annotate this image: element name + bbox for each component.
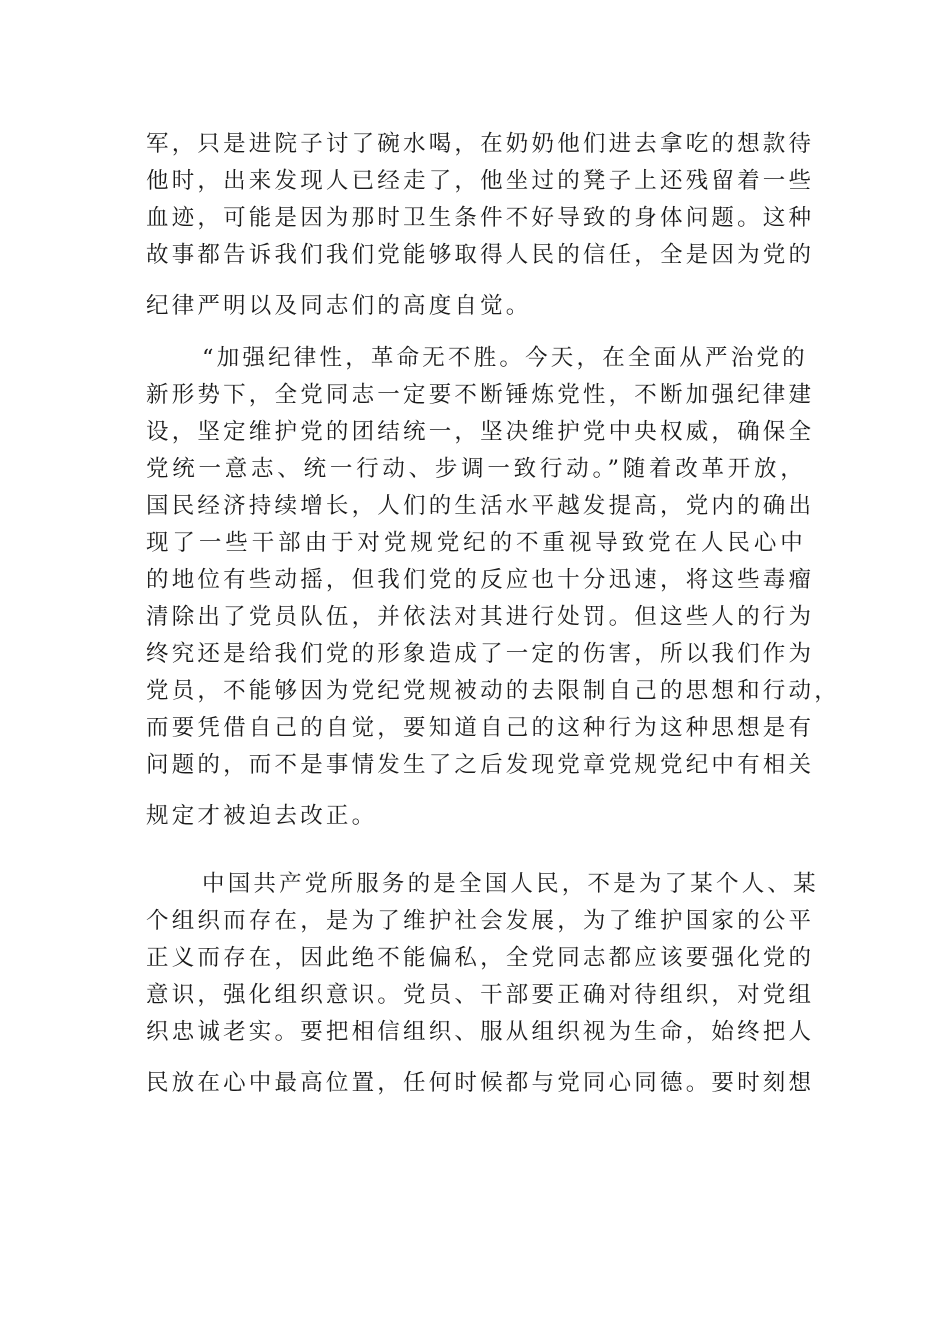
text-line: 个组织而存在，是为了维护社会发展，为了维护国家的公平	[146, 908, 815, 934]
text-line: 他时，出来发现人已经走了，他坐过的凳子上还残留着一些	[146, 168, 815, 194]
text-line: 党员，不能够因为党纪党规被动的去限制自己的思想和行动，	[146, 678, 840, 704]
text-line: “加强纪律性，革命无不胜。今天，在全面从严治党的	[202, 345, 808, 371]
text-line: 问题的，而不是事情发生了之后发现党章党规党纪中有相关	[146, 752, 815, 778]
text-line: 新形势下，全党同志一定要不断锤炼党性，不断加强纪律建	[146, 382, 815, 408]
text-line: 党统一意志、统一行动、步调一致行动。”随着改革开放，	[146, 456, 806, 482]
text-line: 军，只是进院子讨了碗水喝，在奶奶他们进去拿吃的想款待	[146, 131, 815, 157]
text-line: 终究还是给我们党的形象造成了一定的伤害，所以我们作为	[146, 641, 815, 667]
text-line: 规定才被迫去改正。	[146, 803, 378, 829]
text-line: 民放在心中最高位置，任何时候都与党同心同德。要时刻想	[146, 1070, 815, 1096]
text-line: 纪律严明以及同志们的高度自觉。	[146, 293, 532, 319]
paragraph-1	[146, 126, 815, 325]
paragraph-2	[146, 340, 840, 835]
text-line: 中国共产党所服务的是全国人民，不是为了某个人、某	[202, 871, 819, 897]
text-line: 设，坚定维护党的团结统一，坚决维护党中央权威，确保全	[146, 419, 815, 445]
text-line: 清除出了党员队伍，并依法对其进行处罚。但这些人的行为	[146, 604, 815, 630]
text-line: 意识，强化组织意识。党员、干部要正确对待组织，对党组	[146, 982, 815, 1008]
text-line: 现了一些干部由于对党规党纪的不重视导致党在人民心中	[146, 530, 806, 556]
text-line: 故事都告诉我们我们党能够取得人民的信任，全是因为党的	[146, 242, 815, 268]
text-line: 的地位有些动摇，但我们党的反应也十分迅速，将这些毒瘤	[146, 567, 815, 593]
paragraph-3	[146, 866, 819, 1102]
text-line: 织忠诚老实。要把相信组织、服从组织视为生命，始终把人	[146, 1019, 815, 1045]
text-line: 国民经济持续增长，人们的生活水平越发提高，党内的确出	[146, 493, 815, 519]
text-line: 正义而存在，因此绝不能偏私，全党同志都应该要强化党的	[146, 945, 815, 971]
text-line: 血迹，可能是因为那时卫生条件不好导致的身体问题。这种	[146, 205, 815, 231]
text-line: 而要凭借自己的自觉，要知道自己的这种行为这种思想是有	[146, 715, 815, 741]
